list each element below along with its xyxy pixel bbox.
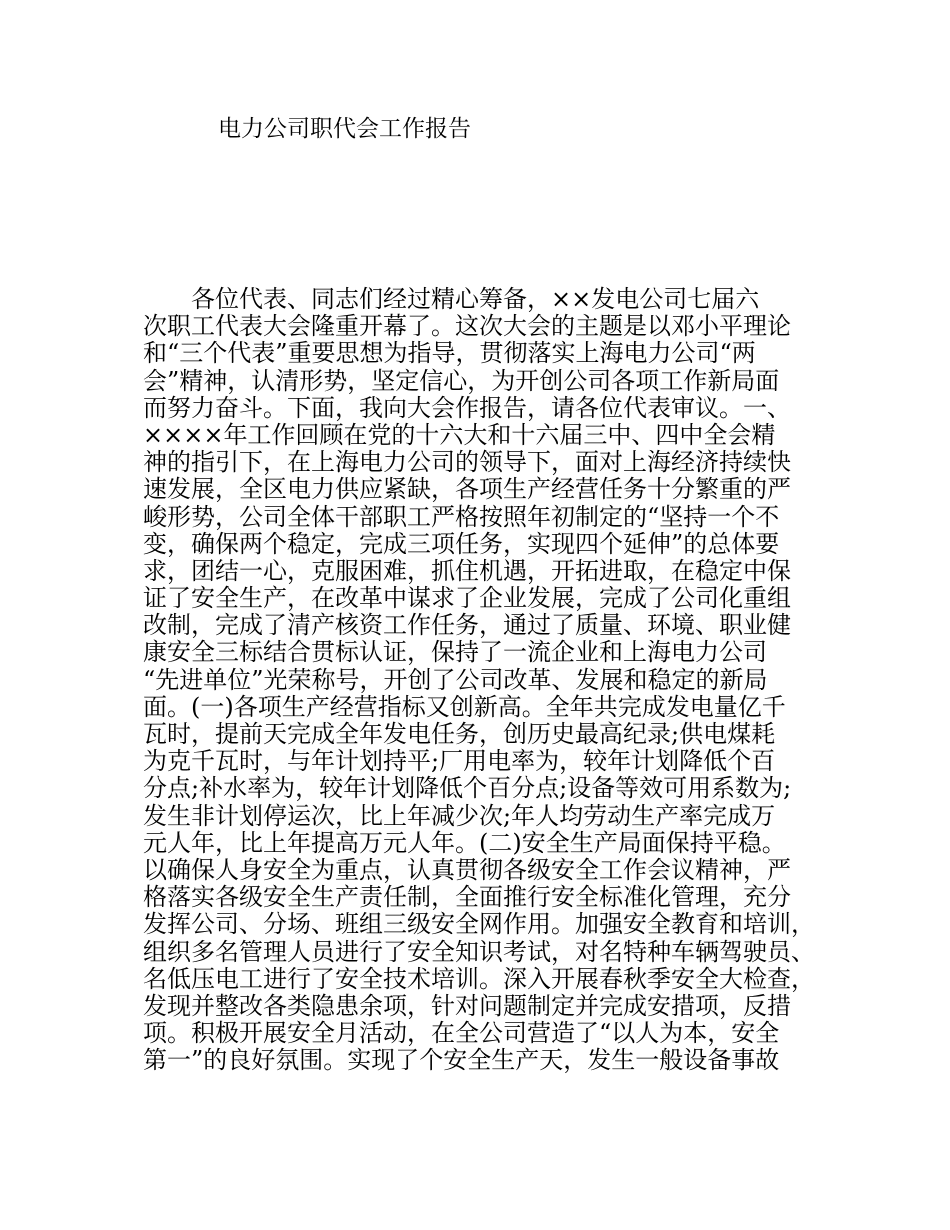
- body-line: 元人年，比上年提高万元人年。(二)安全生产局面保持平稳。: [143, 828, 786, 857]
- body-line: 瓦时，提前天完成全年发电任务，创历史最高纪录;供电煤耗: [143, 720, 776, 748]
- body-line: 发挥公司、分场、班组三级安全网作用。加强安全教育和培训，: [143, 910, 815, 939]
- body-line: 改制，完成了清产核资工作任务，通过了质量、环境、职业健: [143, 611, 791, 640]
- body-line: 和“三个代表”重要思想为指导，贯彻落实上海电力公司“两: [143, 339, 756, 368]
- body-line: 项。积极开展安全月活动，在全公司营造了“以人为本，安全: [143, 1019, 780, 1048]
- document-title: 电力公司职代会工作报告: [218, 116, 471, 142]
- body-line: 各位代表、同志们经过精心筹备，××发电公司七届六: [143, 285, 760, 313]
- body-line: 峻形势，公司全体干部职工严格按照年初制定的“坚持一个不: [143, 502, 780, 531]
- body-line: 证了安全生产，在改革中谋求了企业发展，完成了公司化重组: [143, 584, 791, 613]
- body-line: 求，团结一心，克服困难，抓住机遇，开拓进取，在稳定中保: [143, 556, 791, 585]
- body-line: 分点;补水率为，较年计划降低个百分点;设备等效可用系数为;: [143, 774, 792, 803]
- body-line: 神的指引下，在上海电力公司的领导下，面对上海经济持续快: [143, 448, 791, 477]
- body-line: 而努力奋斗。下面，我向大会作报告，请各位代表审议。一、: [143, 393, 791, 422]
- body-line: 第一”的良好氛围。实现了个安全生产天，发生一般设备事故: [143, 1046, 780, 1075]
- body-line: 为克千瓦时，与年计划持平;厂用电率为，较年计划降低个百: [143, 747, 776, 776]
- body-line: 格落实各级安全生产责任制，全面推行安全标准化管理，充分: [143, 883, 791, 912]
- body-line: 发生非计划停运次，比上年减少次;年人均劳动生产率完成万: [143, 801, 776, 830]
- body-line: 康安全三标结合贯标认证，保持了一流企业和上海电力公司: [143, 638, 767, 667]
- document-body: [143, 286, 823, 1074]
- body-line: 发现并整改各类隐患余项，针对问题制定并完成安措项，反措: [143, 991, 791, 1020]
- body-line: 次职工代表大会隆重开幕了。这次大会的主题是以邓小平理论: [143, 312, 791, 341]
- body-line: 面。(一)各项生产经营指标又创新高。全年共完成发电量亿千: [143, 692, 786, 721]
- body-line: 名低压电工进行了安全技术培训。深入开展春秋季安全大检查，: [143, 964, 815, 993]
- body-line: “先进单位”光荣称号，开创了公司改革、发展和稳定的新局: [143, 665, 768, 694]
- body-line: 会”精神，认清形势，坚定信心，为开创公司各项工作新局面: [143, 366, 780, 395]
- body-line: ××××年工作回顾在党的十六大和十六届三中、四中全会精: [143, 420, 776, 449]
- body-line: 组织多名管理人员进行了安全知识考试，对名特种车辆驾驶员、: [143, 937, 815, 966]
- body-line: 变，确保两个稳定，完成三项任务，实现四个延伸”的总体要: [143, 529, 780, 558]
- body-line: 以确保人身安全为重点，认真贯彻各级安全工作会议精神，严: [143, 855, 791, 884]
- body-line: 速发展，全区电力供应紧缺，各项生产经营任务十分繁重的严: [143, 475, 791, 504]
